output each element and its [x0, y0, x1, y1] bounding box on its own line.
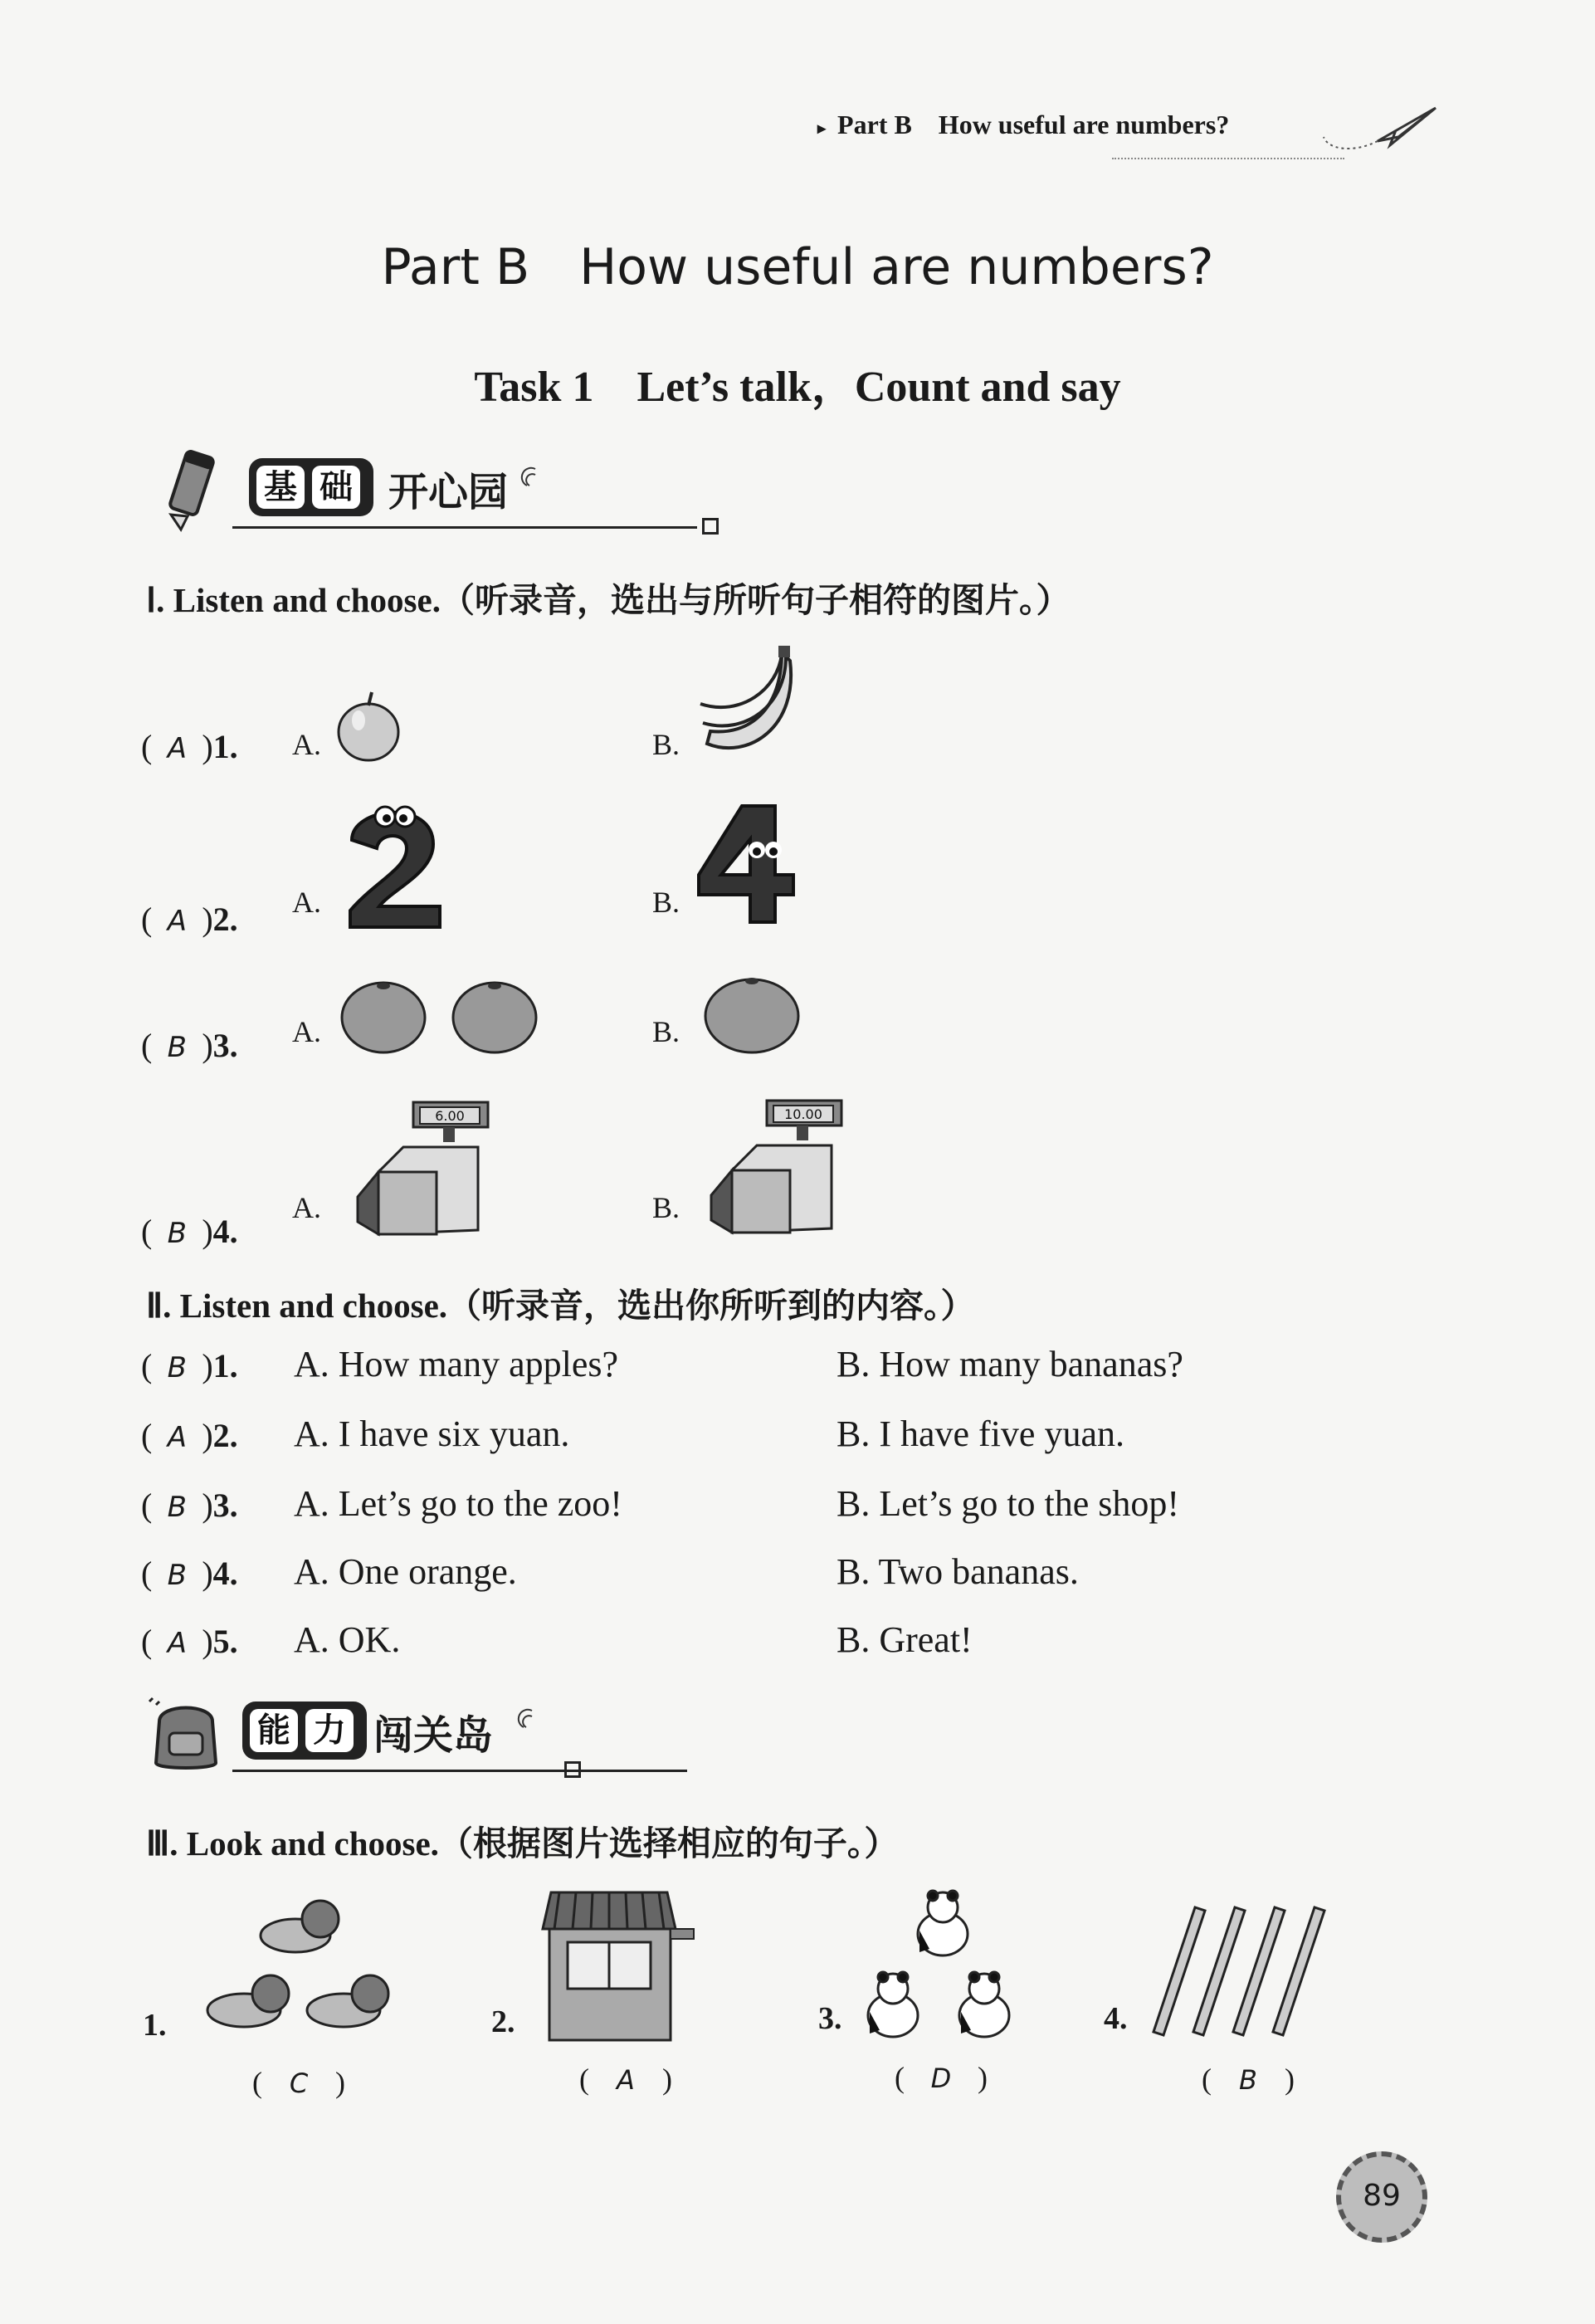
- apple-image: [335, 687, 402, 762]
- four-pens-image: [1145, 1899, 1344, 2040]
- option-b-text: B. Let’s go to the shop!: [837, 1483, 1180, 1524]
- part1-question-1: ( A )1.: [141, 728, 238, 765]
- badge-char: 能: [250, 1709, 298, 1752]
- part1-question-2: ( A )2.: [141, 901, 238, 938]
- scale-display-b: 10.00: [784, 1106, 822, 1122]
- part3-answer-4: ( B ): [1202, 2063, 1295, 2096]
- option-a-text: A. One orange.: [294, 1551, 517, 1592]
- answer-text: D: [930, 2063, 952, 2094]
- cash-register-image-b: [707, 1096, 848, 1241]
- banana-image: [699, 644, 807, 760]
- section-banner-ability: [133, 1688, 598, 1780]
- two-oranges-image: [340, 978, 539, 1057]
- part3-answer-2: ( A ): [579, 2063, 672, 2096]
- option-a-text: A. OK.: [294, 1619, 401, 1660]
- option-a-label: A.: [292, 1015, 321, 1048]
- badge-ability: [242, 1702, 367, 1760]
- sound-wave-icon: [523, 465, 548, 490]
- header-title: How useful are numbers?: [938, 110, 1230, 139]
- cash-register-image-a: [354, 1097, 495, 1243]
- answer-text: B: [167, 1031, 187, 1064]
- answer-text: C: [289, 2068, 309, 2099]
- pencil-icon: [158, 448, 232, 531]
- part3-answer-1: ( C ): [252, 2066, 345, 2099]
- badge-char: 力: [305, 1709, 354, 1752]
- option-a-label: A.: [292, 728, 321, 761]
- answer-text: A: [167, 732, 187, 765]
- banner-text: 开心园: [388, 469, 509, 515]
- option-b-text: B. Two bananas.: [837, 1551, 1079, 1592]
- part1-question-3: ( B )3.: [141, 1027, 238, 1064]
- option-b-text: B. How many bananas?: [837, 1344, 1183, 1384]
- part3-number: 2.: [491, 2004, 515, 2039]
- banner-text: 闯关岛: [373, 1712, 494, 1759]
- option-b-label: B.: [652, 886, 680, 919]
- part3-answer-3: ( D ): [895, 2061, 988, 2094]
- part3-instruction: Ⅲ. Look and choose.（根据图片选择相应的句子。）: [146, 1824, 899, 1863]
- answer-text: B: [167, 1351, 187, 1384]
- one-orange-image: [704, 973, 803, 1056]
- corner-mark: [564, 1761, 581, 1778]
- part1-question-4: ( B )4.: [141, 1213, 238, 1250]
- backpack-icon: [144, 1697, 227, 1773]
- option-a-label: A.: [292, 886, 321, 919]
- badge-char: 础: [312, 466, 360, 509]
- option-a-label: A.: [292, 1191, 321, 1224]
- shop-image: [534, 1887, 700, 2045]
- option-a-text: A. I have six yuan.: [294, 1413, 570, 1454]
- three-pandas-image: [860, 1891, 1017, 2040]
- answer-text: B: [167, 1491, 187, 1524]
- answer-text: B: [167, 1559, 187, 1592]
- scale-display-a: 6.00: [435, 1108, 465, 1124]
- option-a-text: A. How many apples?: [294, 1344, 619, 1384]
- answer-text: B: [1239, 2064, 1257, 2096]
- option-b-label: B.: [652, 1191, 680, 1224]
- option-b-label: B.: [652, 1015, 680, 1048]
- page-number: 89: [1336, 2151, 1427, 2243]
- part3-number: 3.: [818, 2001, 842, 2036]
- triangle-icon: ▸: [817, 120, 827, 138]
- sound-wave-icon: [519, 1706, 544, 1731]
- part2-question-4: ( B )4.: [141, 1555, 238, 1592]
- option-b-label: B.: [652, 728, 680, 761]
- running-header: [817, 110, 1229, 140]
- task-subtitle: Task 1 Let’s talk，Count and say: [474, 364, 1121, 411]
- option-b-text: B. Great!: [837, 1619, 973, 1660]
- part3-number: 4.: [1104, 2001, 1128, 2036]
- corner-mark: [702, 518, 719, 535]
- number-four-image: [692, 802, 800, 926]
- part2-question-3: ( B )3.: [141, 1487, 238, 1524]
- answer-text: A: [167, 905, 187, 938]
- option-b-text: B. I have five yuan.: [837, 1413, 1124, 1454]
- three-lions-image: [196, 1886, 395, 2043]
- part3-number: 1.: [143, 2008, 167, 2043]
- part2-question-2: ( A )2.: [141, 1417, 238, 1454]
- part2-question-5: ( A )5.: [141, 1623, 238, 1660]
- badge-char: 基: [256, 466, 305, 509]
- answer-text: B: [167, 1217, 187, 1250]
- paper-plane-icon: [1319, 104, 1444, 162]
- part2-question-1: ( B )1.: [141, 1347, 238, 1384]
- option-a-text: A. Let’s go to the zoo!: [294, 1483, 622, 1524]
- answer-text: A: [167, 1627, 187, 1660]
- part1-instruction: Ⅰ. Listen and choose.（听录音，选出与所听句子相符的图片。）: [146, 581, 1071, 619]
- answer-text: A: [617, 2064, 635, 2096]
- badge-basic: [249, 458, 373, 516]
- number-two-image: [342, 798, 450, 931]
- page-title: Part B How useful are numbers?: [381, 238, 1214, 296]
- header-divider: [1112, 158, 1344, 159]
- header-part: Part B: [837, 110, 912, 139]
- section-banner-basic: [149, 445, 614, 536]
- answer-text: A: [167, 1421, 187, 1454]
- part2-instruction: Ⅱ. Listen and choose.（听录音，选出你所听到的内容。）: [146, 1286, 975, 1325]
